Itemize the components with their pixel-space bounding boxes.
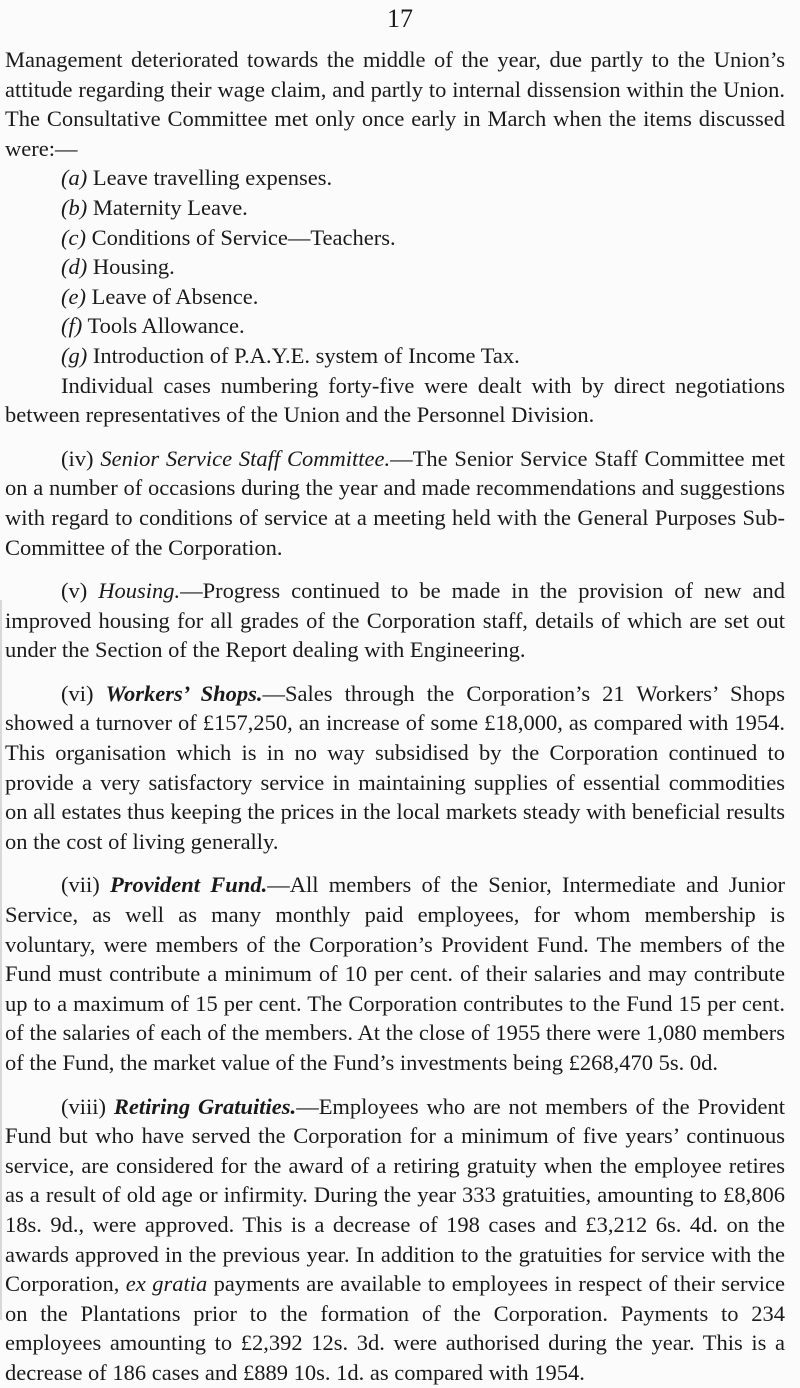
section-number: (v) <box>61 578 88 604</box>
item-marker: (f) <box>61 313 83 339</box>
list-item <box>61 282 785 312</box>
item-marker: (b) <box>61 194 88 220</box>
section-provident-fund <box>5 870 785 1077</box>
item-text: Leave of Absence. <box>85 283 259 309</box>
section-body: —Progress continued to be made in the provision of new and improved housing for all grades of the Corporation staff, details of which are set out under the Section of the Report dealing with Engineering. <box>5 578 786 663</box>
list-item <box>61 252 785 282</box>
list-item <box>61 311 785 341</box>
item-text: Introduction of P.A.Y.E. system of Income Tax. <box>87 342 520 368</box>
section-body: —Employees who are not members of the Provident Fund but who have served the Corporation for a minimum of five years’ continuous service, are considered for the award of a retiring gratuity when the employee retires as a result of old age or infirmity. During the year 333 gratuities, amounting to £8,806 18s. 9d., were approved. This is a decrease of 198 cases and £3,212 6s. 4d. on the awards approved in the previous year. In addition to the gratuities for service with the Corporation, <box>5 1093 785 1297</box>
item-marker: (g) <box>61 342 88 368</box>
section-housing <box>5 576 785 665</box>
section-body: —All members of the Senior, Intermediate and Junior Service, as well as many monthly paid employees, for whom membership is voluntary, were members of the Corporation’s Provident Fund. The members of the Fund must contribute a minimum of 10 per cent. of their salaries and may contribute up to a maximum of 15 per cent. The Corporation contributes to the Fund 15 per cent. of the salaries of each of the members. At the close of 1955 there were 1,080 members of the Fund, the market value of the Fund’s investments being £268,470 5s. 0d. <box>5 872 785 1075</box>
item-text: Conditions of Service—Teachers. <box>85 224 396 250</box>
scan-edge-shadow <box>0 600 2 1320</box>
section-title: Retiring Gratuities. <box>113 1093 297 1119</box>
item-text: Maternity Leave. <box>87 194 248 220</box>
page-number: 17 <box>387 4 413 33</box>
list-item <box>61 163 785 193</box>
item-text: Tools Allowance. <box>82 313 245 339</box>
section-title: Provident Fund. <box>110 872 268 898</box>
section-body: payments are available to employees in respect of their service on the Plantations prior to the formation of the Corporation. Payments to 234 employees amounting to £2,392 12s. 3d. were authorised during the year. This is a decrease of 186 cases and £889 10s. 1d. as compared with 1954. <box>5 1271 786 1385</box>
item-marker: (c) <box>61 224 86 250</box>
section-retiring-gratuities <box>5 1092 785 1388</box>
section-number: (vi) <box>61 680 94 706</box>
section-body-italic: ex gratia <box>125 1271 208 1297</box>
list-item <box>61 341 785 371</box>
section-number: (vii) <box>61 872 100 898</box>
section-number: (iv) <box>61 445 94 471</box>
section-body: —The Senior Service Staff Committee met on a number of occasions during the year and made recommendations and suggestions with regard to conditions of service at a meeting held with the General Purposes Sub-Committee of the Corporation. <box>5 445 786 560</box>
item-marker: (a) <box>61 165 88 191</box>
item-marker: (d) <box>61 254 88 280</box>
discussed-items-list <box>5 163 785 370</box>
section-workers-shops <box>5 679 785 857</box>
section-title: Senior Service Staff Committee. <box>100 445 391 471</box>
section-title: Workers’ Shops. <box>105 680 263 706</box>
list-item <box>61 193 785 223</box>
list-item <box>61 223 785 253</box>
section-senior-service-staff-committee <box>5 444 785 562</box>
section-title: Housing. <box>98 578 181 604</box>
item-text: Housing. <box>87 254 175 280</box>
item-marker: (e) <box>61 283 86 309</box>
section-body: —Sales through the Corporation’s 21 Workers’ Shops showed a turnover of £157,250, an increase of some £18,000, as compared with 1954. This organisation which is in no way subsidised by the Corporation continued to provide a very satisfactory service in maintaining supplies of essential commodities on all estates thus keeping the prices in the local markets steady with beneficial results on the cost of living generally. <box>5 680 785 854</box>
section-number: (viii) <box>61 1093 106 1119</box>
consultative-closing: Individual cases numbering forty-five were dealt with by direct negotiations between representatives of the Union and the Personnel Division. <box>5 372 785 428</box>
body-text <box>5 45 785 1388</box>
consultative-intro: Management deteriorated towards the middle of the year, due partly to the Union’s attitude regarding their wage claim, and partly to internal dissension within the Union. The Consultative Committee met only once early in March when the items discussed were:— <box>5 47 785 161</box>
item-text: Leave travelling expenses. <box>87 165 333 191</box>
